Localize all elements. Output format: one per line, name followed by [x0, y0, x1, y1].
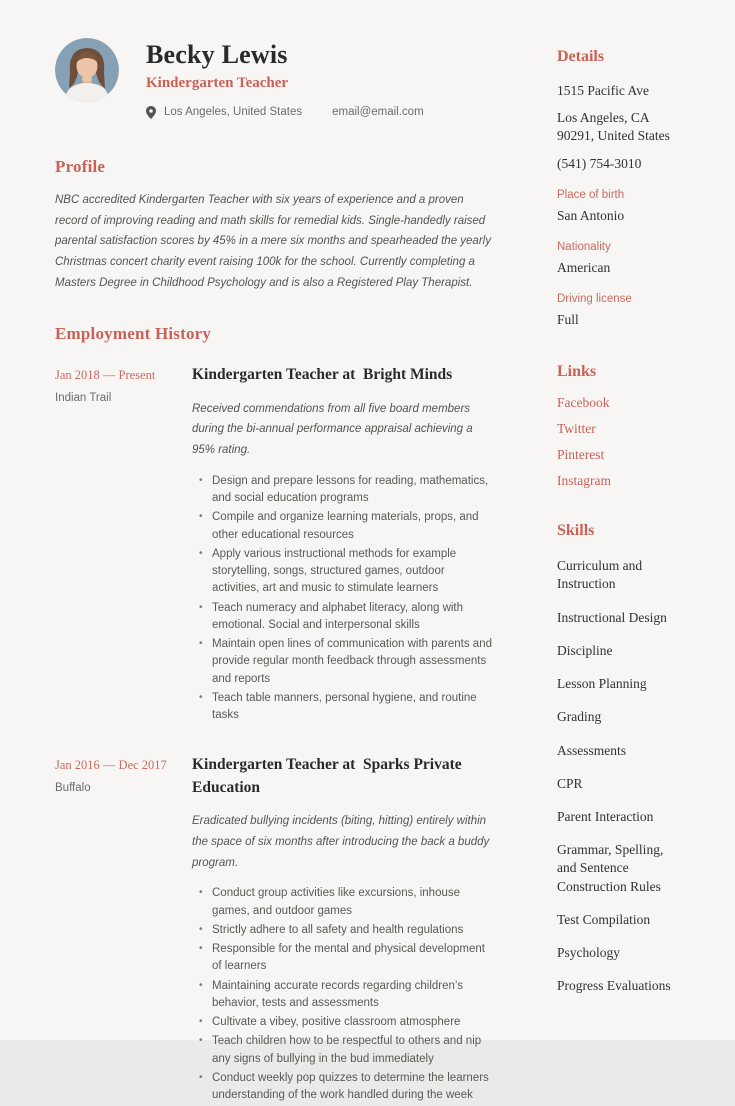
job-entry: [55, 754, 495, 1106]
job-bullet: • Maintain open lines of communication with parents and provide regular month feedback through assessments and reports: [192, 636, 495, 688]
location-pin-icon: [146, 106, 156, 119]
link-instagram[interactable]: Instagram: [557, 473, 611, 489]
job-location: Buffalo: [55, 782, 91, 795]
skill-item: Curriculum and Instruction: [557, 558, 643, 592]
job-bullet: • Teach numeracy and alphabet literacy, along with emotional. Social and interpersonal skills: [192, 600, 495, 635]
job-bullet: • Apply various instructional methods for example storytelling, songs, structured games, outdoor activities, art and music to stimulate learners: [192, 546, 495, 598]
avatar: [55, 38, 119, 102]
job-bullet: • Teach table manners, personal hygiene, and routine tasks: [192, 690, 495, 725]
links-heading: Links: [557, 362, 597, 380]
person-job-title: Kindergarten Teacher: [146, 74, 289, 91]
detail-group-driving-license: [557, 293, 685, 329]
profile-text: NBC accredited Kindergarten Teacher with six years of experience and a proven record of improving reading and math skills for remedial kids. Single-handedly raised parental satisfaction scores by 45% in a mere six months and spearheaded the yearly Christmas concert charity event raising 100k for the school. Currently completing a Masters Degree in Childhood Psychology and is also a Registered Play Therapist.: [55, 193, 491, 289]
phone-number: (541) 754-3010: [557, 155, 642, 171]
skill-item: Parent Interaction: [557, 808, 654, 824]
employment-heading: Employment History: [55, 324, 212, 344]
job-meta: [55, 364, 192, 726]
detail-value: San Antonio: [557, 207, 625, 223]
job-bullet: • Responsible for the mental and physical development of learners: [192, 941, 495, 976]
job-bullet: • Teach children how to be respectful to others and nip any signs of bullying in the bud immediately: [192, 1033, 495, 1068]
job-dates: Jan 2016 — Dec 2017: [55, 758, 167, 773]
job-content: [192, 364, 495, 726]
skill-item: Test Compilation: [557, 911, 651, 927]
job-bullet: • Conduct group activities like excursions, inhouse games, and outdoor games: [192, 885, 495, 920]
job-bullet-list: [192, 885, 495, 1104]
skill-item: Instructional Design: [557, 609, 667, 625]
detail-label: Driving license: [557, 293, 632, 306]
details-heading: Details: [557, 48, 605, 65]
job-bullet: • Conduct weekly pop quizzes to determine the learners understanding of the work handled during the week: [192, 1070, 495, 1105]
detail-group-nationality: [557, 241, 685, 277]
skill-item: CPR: [557, 775, 583, 791]
job-dates: Jan 2018 — Present: [55, 368, 156, 383]
job-title: Kindergarten Teacher at Bright Minds: [192, 366, 453, 384]
identity-block: [146, 38, 424, 119]
skill-item: Psychology: [557, 945, 621, 961]
job-meta: [55, 754, 192, 1106]
address-line-1: 1515 Pacific Ave: [557, 83, 649, 98]
detail-value: Full: [557, 312, 579, 328]
job-bullet: • Compile and organize learning materials, props, and other educational resources: [192, 509, 495, 544]
skill-item: Lesson Planning: [557, 676, 647, 692]
job-summary: Eradicated bullying incidents (biting, hitting) entirely within the space of six months after introducing the back a buddy program.: [192, 815, 490, 869]
employment-section: [55, 324, 495, 1106]
job-summary: Received commendations from all five board members during the bi-annual performance appraisal achieving a 95% rating.: [192, 402, 473, 457]
skills-heading: Skills: [557, 522, 595, 540]
link-twitter[interactable]: Twitter: [557, 420, 596, 436]
contact-row: [146, 106, 424, 119]
skill-item: Grading: [557, 709, 602, 725]
skill-item: Progress Evaluations: [557, 978, 671, 994]
job-bullet: • Maintaining accurate records regarding children’s behavior, tests and assessments: [192, 978, 495, 1013]
detail-group-place-of-birth: [557, 189, 685, 225]
job-bullet: • Strictly adhere to all safety and health regulations: [192, 922, 495, 939]
job-location: Indian Trail: [55, 392, 112, 405]
address-line-2: Los Angeles, CA 90291, United States: [557, 110, 670, 144]
profile-section: [55, 157, 495, 293]
person-name: Becky Lewis: [146, 40, 288, 69]
detail-label: Place of birth: [557, 188, 625, 201]
job-bullet: • Cultivate a vibey, positive classroom atmosphere: [192, 1014, 495, 1031]
location-text: Los Angeles, United States: [164, 106, 303, 119]
job-content: [192, 754, 495, 1106]
link-pinterest[interactable]: Pinterest: [557, 446, 605, 462]
links-section: [557, 363, 685, 489]
detail-label: Nationality: [557, 241, 611, 254]
email-link[interactable]: email@email.com: [332, 106, 424, 119]
details-section: [557, 48, 685, 330]
skill-item: Grammar, Spelling, and Sentence Construction Rules: [557, 842, 664, 894]
header: [55, 38, 495, 119]
link-facebook[interactable]: Facebook: [557, 394, 610, 410]
skills-section: [557, 522, 685, 995]
job-title: Kindergarten Teacher at Sparks Private Education: [192, 756, 466, 796]
profile-heading: Profile: [55, 156, 106, 176]
sidebar: [557, 38, 685, 1000]
job-bullet-list: [192, 473, 495, 725]
job-bullet: • Design and prepare lessons for reading, mathematics, and social education programs: [192, 473, 495, 508]
avatar-photo-illustration: [55, 38, 119, 102]
job-entry: [55, 364, 495, 726]
main-column: [55, 38, 495, 1102]
detail-value: American: [557, 260, 611, 276]
skill-item: Assessments: [557, 742, 627, 758]
skill-item: Discipline: [557, 642, 613, 658]
